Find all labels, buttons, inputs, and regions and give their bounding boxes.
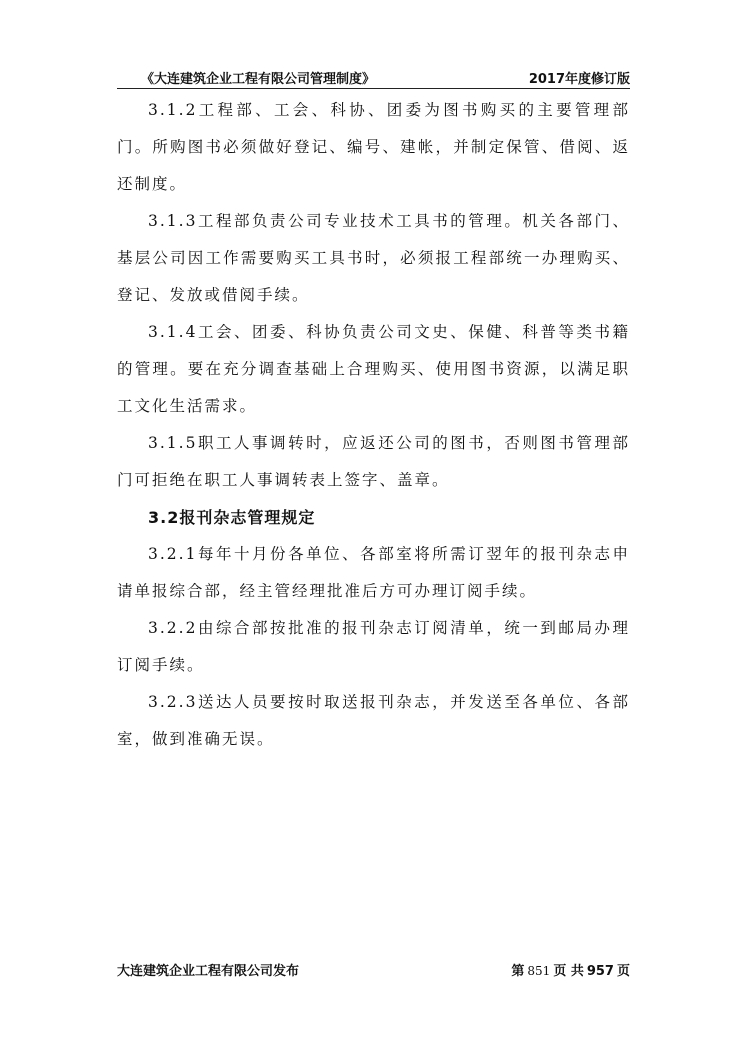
- document-title: 《大连建筑企业工程有限公司管理制度》: [141, 72, 376, 87]
- current-page: 851: [527, 964, 551, 978]
- page-prefix: 第: [511, 964, 525, 979]
- page-mid: 页 共: [553, 964, 584, 979]
- paragraph-3-2-1: 3.2.1每年十月份各单位、各部室将所需订翌年的报刊杂志申请单报综合部，经主管经理批准后方可办理订阅手续。: [117, 545, 630, 600]
- page-footer: [117, 960, 630, 982]
- page-header: [117, 66, 630, 89]
- page-suffix: 页: [616, 964, 630, 979]
- page-number: [511, 960, 630, 979]
- section-heading-3-2: 3.2报刊杂志管理规定: [148, 508, 316, 527]
- paragraph-3-1-5: 3.1.5职工人事调转时，应返还公司的图书，否则图书管理部门可拒绝在职工人事调转表上签字、盖章。: [117, 434, 630, 489]
- paragraph-3-1-4: 3.1.4工会、团委、科协负责公司文史、保健、科普等类书籍的管理。要在充分调查基础上合理购买、使用图书资源，以满足职工文化生活需求。: [117, 323, 630, 415]
- version-label: 2017年度修订版: [528, 72, 630, 87]
- paragraph-3-2-3: 3.2.3送达人员要按时取送报刊杂志，并发送至各单位、各部室，做到准确无误。: [117, 693, 630, 748]
- paragraph-3-2-2: 3.2.2由综合部按批准的报刊杂志订阅清单，统一到邮局办理订阅手续。: [117, 619, 630, 674]
- document-body: [117, 92, 630, 758]
- paragraph-3-1-3: 3.1.3工程部负责公司专业技术工具书的管理。机关各部门、基层公司因工作需要购买工具书时，必须报工程部统一办理购买、登记、发放或借阅手续。: [117, 212, 630, 304]
- total-pages: 957: [586, 964, 614, 979]
- publisher-label: 大连建筑企业工程有限公司发布: [117, 964, 300, 979]
- paragraph-3-1-2: 3.1.2工程部、工会、科协、团委为图书购买的主要管理部门。所购图书必须做好登记、编号、建帐，并制定保管、借阅、返还制度。: [117, 101, 630, 193]
